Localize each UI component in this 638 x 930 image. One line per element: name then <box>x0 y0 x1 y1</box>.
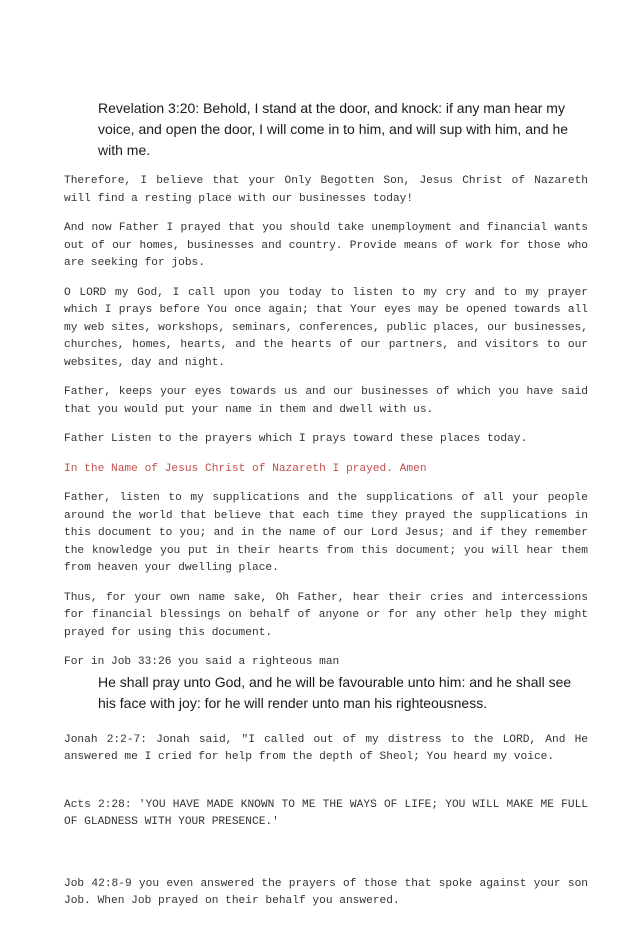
paragraph-keep-eyes: Father, keeps your eyes towards us and our businesses of which you have said that you would put your name in them and dwell with us. <box>64 386 588 416</box>
paragraph-supplications: Father, listen to my supplications and the supplications of all your people around the world that believe that each time they prayed the supplications in this document to you; and in the name of our Lord Jesus; and if they remember the knowledge you put in their hearts from this document; you will hear them from heaven your dwelling place. <box>64 492 588 574</box>
paragraph-acts: Acts 2:28: 'YOU HAVE MADE KNOWN TO ME THE WAYS OF LIFE; YOU WILL MAKE ME FULL OF GLADNESS WITH YOUR PRESENCE.' <box>64 798 588 828</box>
paragraph-call-upon: O LORD my God, I call upon you today to listen to my cry and to my prayer which I prays before You once again; that Your eyes may be opened towards all my web sites, workshops, seminars, conferences, public places, our businesses, churches, homes, hearts, and the hearts of our partners, and visitors to our websites, day and night. <box>64 286 588 369</box>
paragraph-job-intro: For in Job 33:26 you said a righteous man <box>64 656 340 668</box>
paragraph-job-answered: Job 42:8-9 you even answered the prayers of those that spoke against your son Job. When Job prayed on their behalf you answered. <box>64 877 588 907</box>
scripture-quote-job: He shall pray unto God, and he will be favourable unto him: and he shall see his face with joy: for he will render unto man his righteousness. <box>98 673 572 711</box>
paragraph-listen-prayers: Father Listen to the prayers which I prays toward these places today. <box>64 433 528 445</box>
scripture-quote-revelation: Revelation 3:20: Behold, I stand at the door, and knock: if any man hear my voice, and open the door, I will come in to him, and will sup with him, and he with me. <box>98 100 569 158</box>
paragraph-unemployment: And now Father I prayed that you should take unemployment and financial wants out of our homes, businesses and country. Provide means of work for those who are seeking for jobs. <box>64 222 588 269</box>
paragraph-jonah: Jonah 2:2-7: Jonah said, "I called out of my distress to the LORD, And He answered me I cried for help from the depth of Sheol; You heard my voice. <box>64 733 588 763</box>
document-page <box>64 98 588 911</box>
paragraph-name-sake: Thus, for your own name sake, Oh Father, hear their cries and intercessions for financial blessings on behalf of anyone or for any other help they might prayed for using this document. <box>64 591 588 639</box>
paragraph-amen: In the Name of Jesus Christ of Nazareth I prayed. Amen <box>64 462 427 475</box>
paragraph-begotten-son: Therefore, I believe that your Only Begotten Son, Jesus Christ of Nazareth will find a resting place with our businesses today! <box>64 175 588 205</box>
